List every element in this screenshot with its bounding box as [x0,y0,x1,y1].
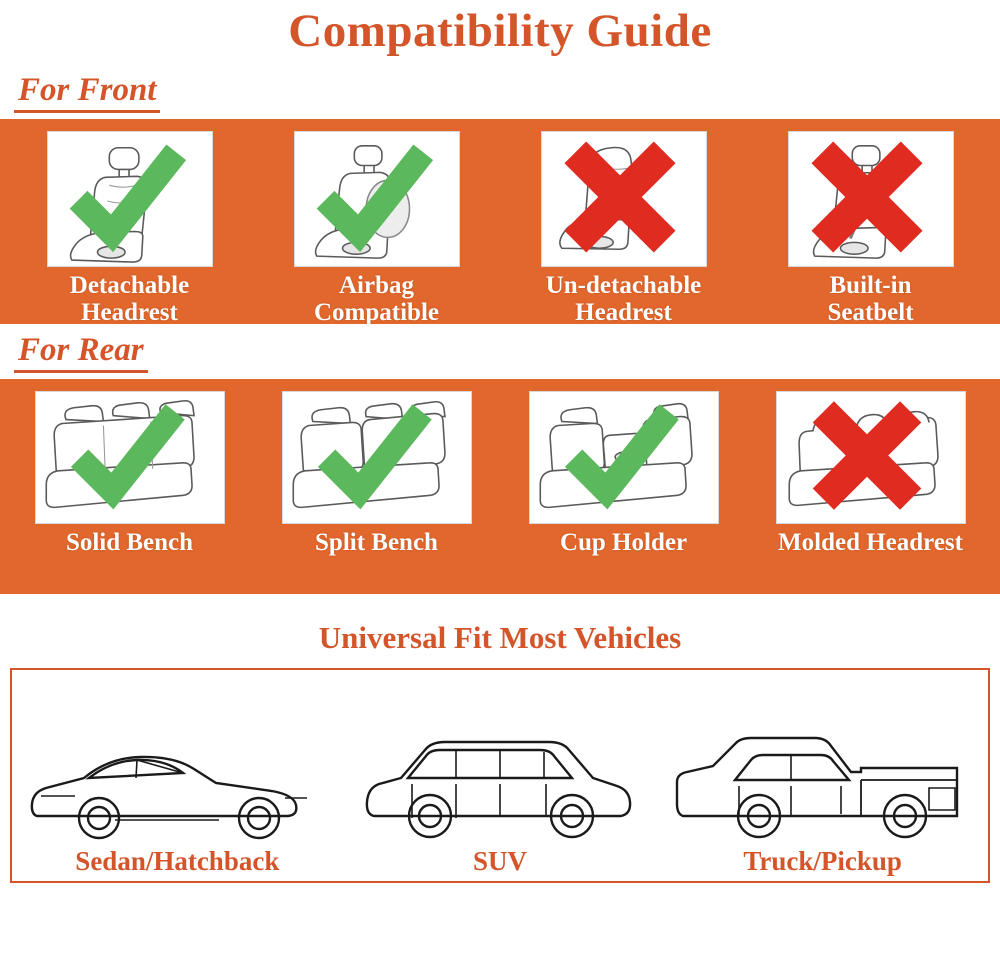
rear-item-split-bench [262,391,492,556]
front-seat-detachable-headrest-icon [47,131,213,267]
front-item-label [546,272,702,326]
check-mark-icon [291,130,455,264]
rear-item-label: Split Bench [315,528,438,556]
section-heading-front: For Front [14,72,160,113]
vehicle-types-panel [10,668,990,883]
cross-mark-icon [773,390,961,521]
label-line-1: Detachable [69,271,190,299]
cross-mark-icon [785,130,949,264]
front-section-heading-wrap [0,72,1000,113]
label-line-1: Built-in [829,271,912,299]
vehicle-suv [340,724,660,881]
front-item-builtin-seatbelt [756,131,986,326]
vehicle-label: Sedan/Hatchback [75,845,280,876]
vehicle-sedan [17,724,337,881]
page-title: Compatibility Guide [288,5,712,57]
front-item-airbag-compatible [262,131,492,326]
cross-mark-icon [538,130,702,264]
check-mark-icon [44,130,208,264]
suv-icon [360,724,640,844]
rear-item-cup-holder [509,391,739,556]
check-mark-icon [279,390,467,521]
rear-item-solid-bench [15,391,245,556]
rear-molded-headrest-icon [776,391,966,524]
rear-item-label: Cup Holder [559,528,688,556]
rear-split-bench-icon [282,391,472,524]
front-seat-builtin-seatbelt-icon [788,131,954,267]
front-item-label [827,272,913,326]
vehicle-truck [663,724,983,881]
rear-item-label: Solid Bench [65,528,194,556]
vehicle-label: Truck/Pickup [743,845,902,876]
rear-compatibility-band [0,379,1000,594]
rear-item-label: Molded Headrest [778,528,963,556]
label-line-2: Compatible [314,298,439,326]
rear-solid-bench-icon [35,391,225,524]
sedan-icon [27,724,327,844]
front-item-label [314,272,439,326]
label-line-1: Airbag [339,271,414,299]
label-line-2: Seatbelt [827,298,914,326]
label-line-1: Un-detachable [545,271,702,299]
front-item-detachable-headrest [15,131,245,326]
rear-cup-holder-icon [529,391,719,524]
truck-icon [673,724,973,844]
universal-fit-title: Universal Fit Most Vehicles [318,619,682,655]
rear-section-heading-wrap [0,332,1000,373]
front-item-undetachable-headrest [509,131,739,326]
front-seat-undetachable-headrest-icon [541,131,707,267]
front-compatibility-band [0,119,1000,324]
section-heading-rear: For Rear [14,332,148,373]
check-mark-icon [526,390,714,521]
front-item-label [70,272,189,326]
front-seat-airbag-icon [294,131,460,267]
check-mark-icon [32,390,220,521]
label-line-2: Headrest [575,298,672,326]
vehicle-label: SUV [472,845,527,876]
rear-item-molded-headrest [756,391,986,556]
label-line-2: Headrest [81,298,178,326]
